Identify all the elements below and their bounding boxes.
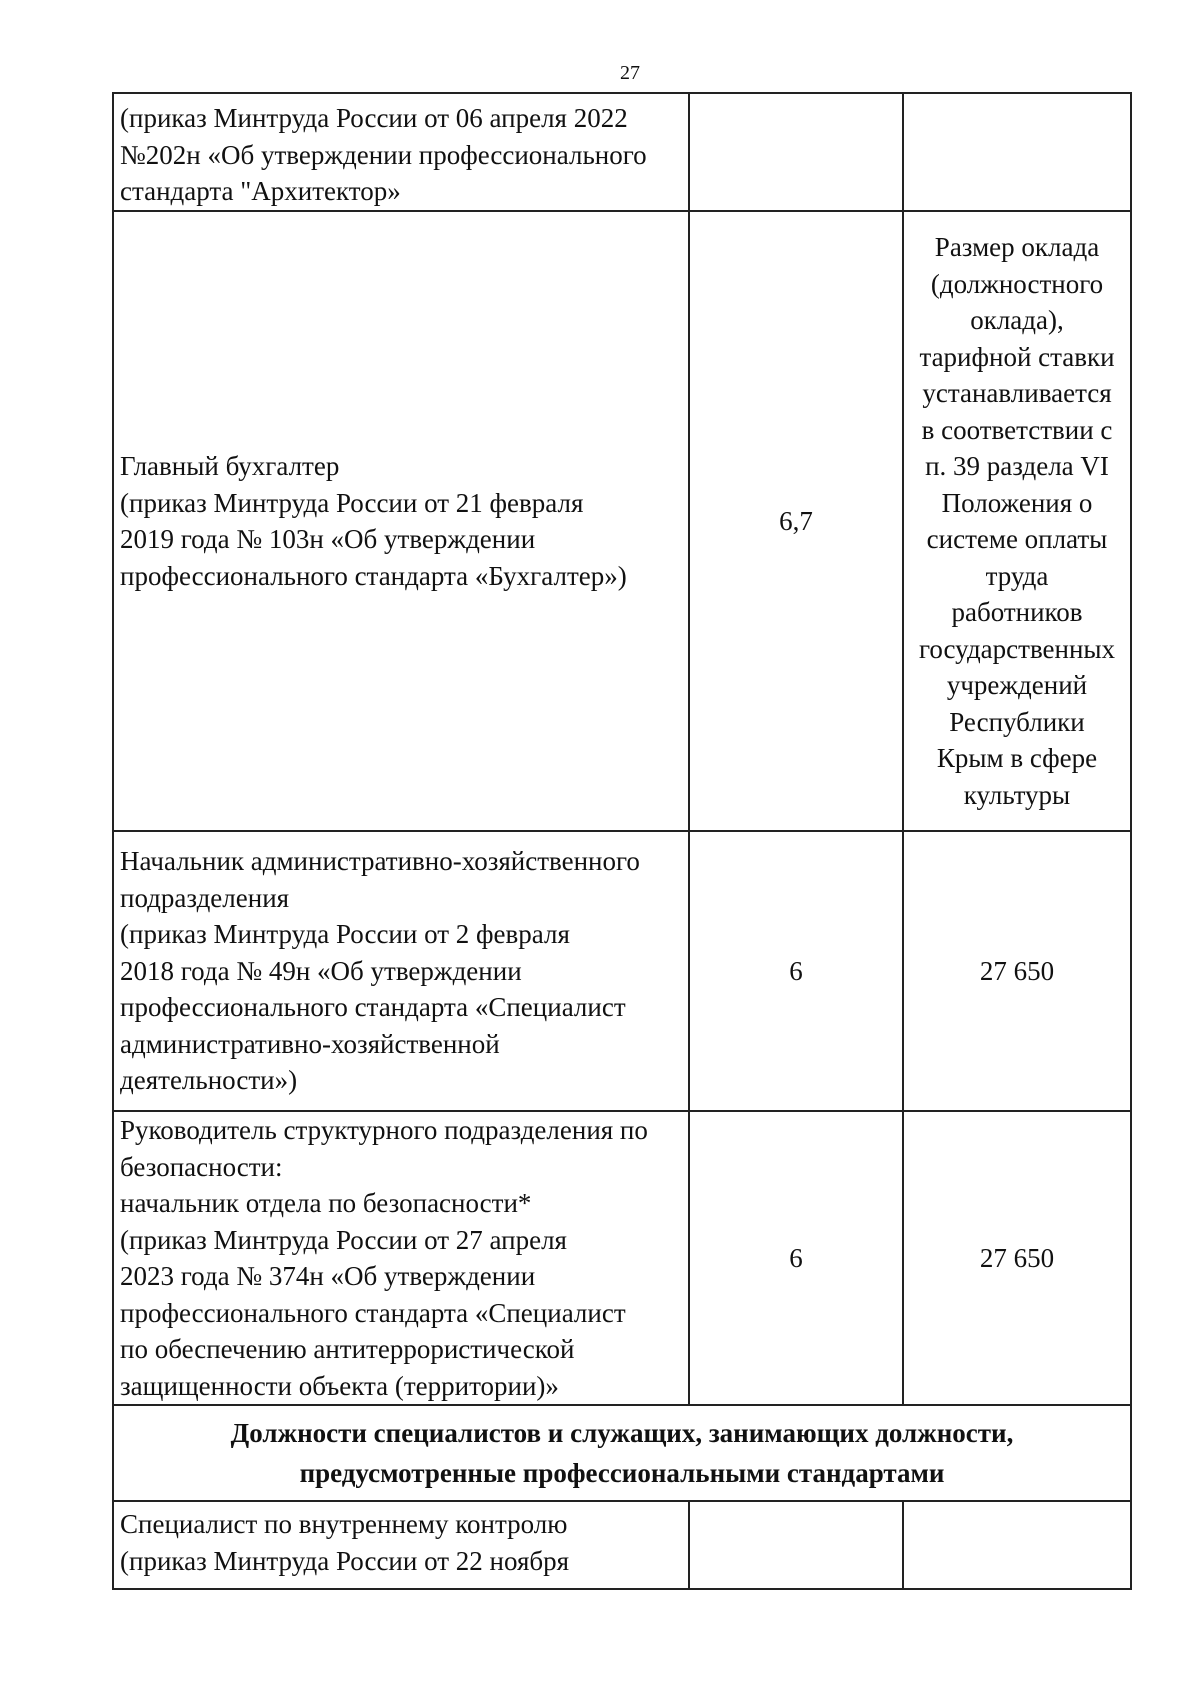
ratio-cell: 6 <box>689 831 903 1111</box>
position-line: деятельности») <box>120 1065 298 1096</box>
salary-line: в соответствии с <box>921 414 1113 445</box>
salary-line: Республики <box>949 706 1085 737</box>
position-line: (приказ Минтруда России от 27 апреля <box>120 1224 567 1255</box>
position-line: (приказ Минтруда России от 22 ноября <box>120 1545 570 1576</box>
position-line: по обеспечению антитеррористической <box>120 1334 575 1364</box>
position-line: 2018 года № 49н «Об утверждении <box>120 955 522 986</box>
salary-line: государственных <box>918 633 1116 664</box>
salary-line: (должностного <box>930 268 1104 299</box>
salary-line: Крым в сфере <box>936 743 1098 773</box>
position-cell <box>113 831 689 1111</box>
position-line: профессионального стандарта «Бухгалтер») <box>120 560 627 591</box>
section-heading-row <box>113 1405 1131 1501</box>
table-row <box>113 831 1131 1111</box>
page-number: 27 <box>620 62 640 84</box>
position-line: безопасности: <box>120 1151 283 1182</box>
position-cell <box>113 1111 689 1405</box>
position-line: начальник отдела по безопасности* <box>120 1188 532 1218</box>
position-line: профессионального стандарта «Специалист <box>120 1297 626 1328</box>
position-line: Руководитель структурного подразделения по <box>120 1115 648 1145</box>
salary-line: труда <box>985 560 1049 591</box>
table-row <box>113 211 1131 831</box>
ratio-cell <box>689 1501 903 1589</box>
section-heading <box>113 1405 1131 1501</box>
salary-line: культуры <box>963 779 1071 810</box>
table-row <box>113 1501 1131 1589</box>
salary-line: тарифной ставки <box>919 341 1115 372</box>
position-line: профессионального стандарта «Специалист <box>120 992 626 1023</box>
position-line: Начальник административно-хозяйственного <box>120 846 640 877</box>
position-line: (приказ Минтруда России от 2 февраля <box>120 919 570 950</box>
position-cell <box>113 211 689 831</box>
table-row <box>113 93 1131 211</box>
salary-line: Положения о <box>941 487 1093 518</box>
position-line: (приказ Минтруда России от 06 апреля 2022 <box>120 103 628 133</box>
position-line: 2019 года № 103н «Об утверждении <box>120 524 536 554</box>
position-line: Главный бухгалтер <box>120 451 340 481</box>
salary-line: учреждений <box>946 670 1088 700</box>
ratio-cell: 6 <box>689 1111 903 1405</box>
position-line: 2023 года № 374н «Об утверждении <box>120 1261 536 1291</box>
salary-cell: 27 650 <box>903 1111 1131 1405</box>
positions-table <box>112 92 1132 1590</box>
position-cell <box>113 1501 689 1589</box>
salary-cell: 27 650 <box>903 831 1131 1111</box>
salary-cell <box>903 93 1131 211</box>
salary-cell <box>903 211 1131 831</box>
salary-line: работников <box>951 597 1083 627</box>
position-line: административно-хозяйственной <box>120 1028 500 1059</box>
salary-line: устанавливается <box>922 378 1112 408</box>
position-line: Специалист по внутреннему контролю <box>120 1509 568 1539</box>
position-line: №202н «Об утверждении профессионального <box>120 139 647 170</box>
salary-line: оклада), <box>970 305 1064 335</box>
position-cell <box>113 93 689 211</box>
ratio-cell: 6,7 <box>689 211 903 831</box>
position-line: стандарта "Архитектор» <box>120 176 401 206</box>
position-line: подразделения <box>120 882 290 913</box>
salary-cell <box>903 1501 1131 1589</box>
salary-line: системе оплаты <box>926 524 1108 554</box>
ratio-cell <box>689 93 903 211</box>
position-line: (приказ Минтруда России от 21 февраля <box>120 487 584 518</box>
position-line: защищенности объекта (территории)» <box>120 1370 559 1401</box>
table-row <box>113 1111 1131 1405</box>
section-heading-line: Должности специалистов и служащих, занимающих должности, <box>230 1418 1014 1448</box>
salary-line: п. 39 раздела VI <box>925 451 1109 481</box>
section-heading-line: предусмотренные профессиональными стандартами <box>299 1458 945 1488</box>
salary-line: Размер оклада <box>934 232 1100 262</box>
